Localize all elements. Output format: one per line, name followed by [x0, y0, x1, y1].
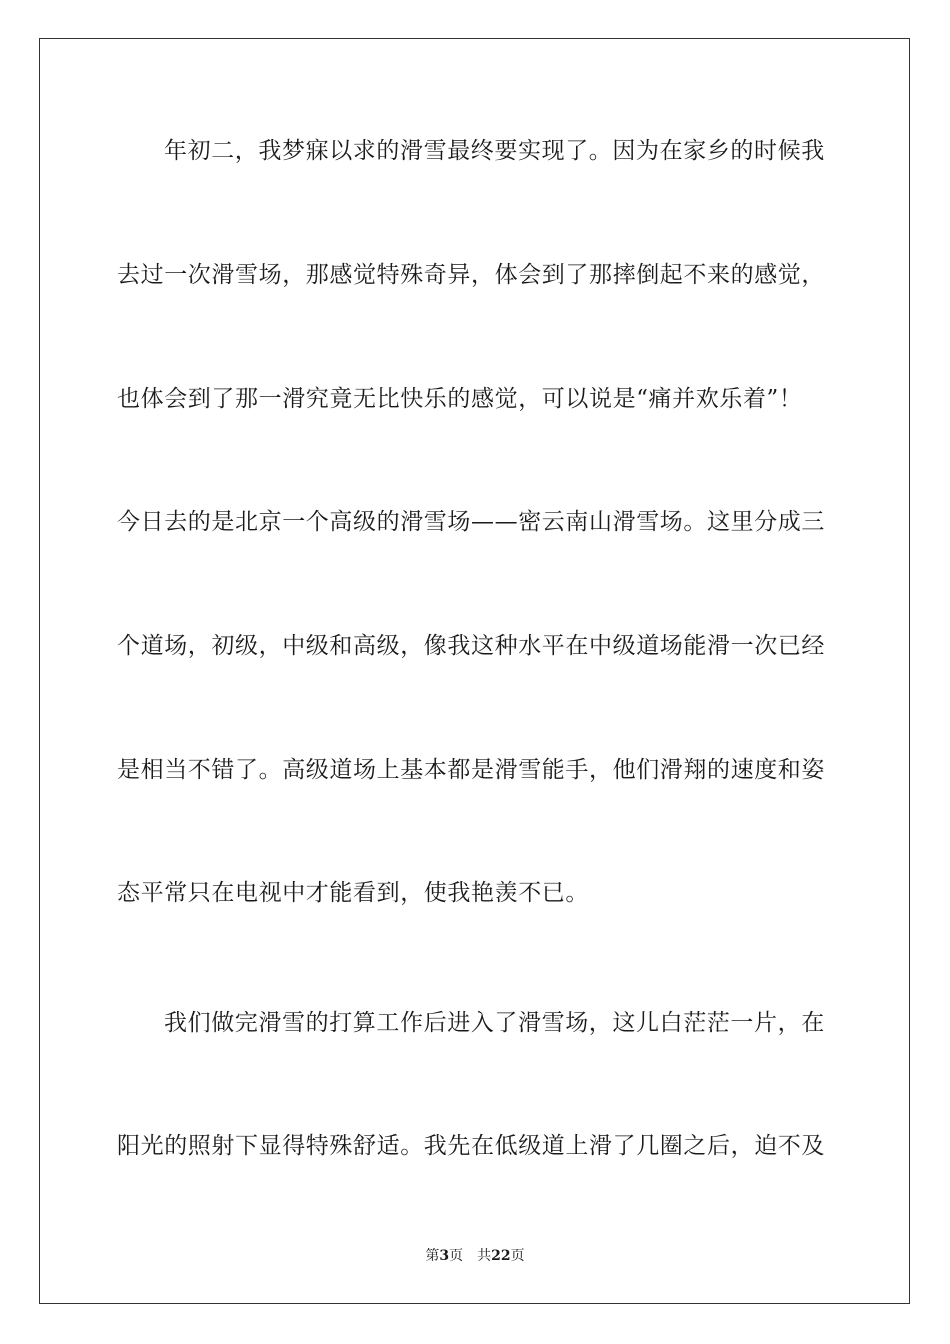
paragraph-2-line-1: 我们做完滑雪的打算工作后进入了滑雪场，这儿白茫茫一片，在 [164, 1010, 825, 1036]
total-prefix: 共 [477, 1248, 492, 1264]
total-suffix: 页 [510, 1248, 525, 1264]
paragraph-1-line-1: 年初二，我梦寐以求的滑雪最终要实现了。因为在家乡的时候我 [164, 138, 825, 164]
paragraph-1-line-2: 去过一次滑雪场，那感觉特殊奇异，体会到了那摔倒起不来的感觉， [117, 262, 825, 288]
paragraph-1-line-3: 也体会到了那一滑究竟无比快乐的感觉，可以说是“痛并欢乐着”！ [117, 386, 803, 412]
paragraph-1-line-4: 今日去的是北京一个高级的滑雪场——密云南山滑雪场。这里分成三 [117, 509, 825, 535]
page-number: 3 [439, 1248, 450, 1264]
paragraph-1-line-7: 态平常只在电视中才能看到，使我艳羡不已。 [117, 880, 589, 906]
page-border [39, 38, 910, 1304]
paragraph-1-line-6: 是相当不错了。高级道场上基本都是滑雪能手，他们滑翔的速度和姿 [117, 757, 825, 783]
page-suffix: 页 [449, 1248, 464, 1264]
page-prefix: 第 [425, 1248, 440, 1264]
paragraph-1-line-5: 个道场，初级，中级和高级，像我这种水平在中级道场能滑一次已经 [117, 633, 825, 659]
paragraph-2-line-2: 阳光的照射下显得特殊舒适。我先在低级道上滑了几圈之后，迫不及 [117, 1133, 825, 1159]
page-footer [0, 1247, 950, 1265]
total-pages: 22 [491, 1248, 511, 1264]
